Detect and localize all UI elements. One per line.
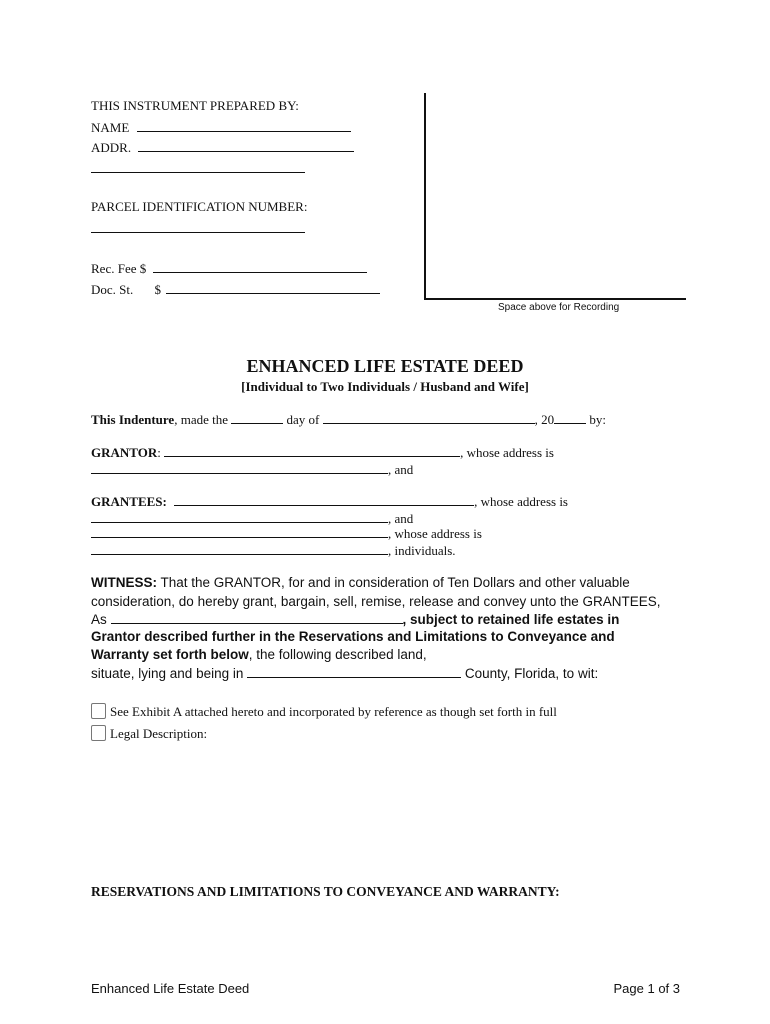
indenture-lead: This Indenture: [91, 412, 175, 427]
parcel-field[interactable]: [91, 220, 305, 233]
document-subtitle: [Individual to Two Individuals / Husband and Wife]: [241, 379, 529, 394]
grantees-line: [91, 493, 568, 510]
witness-line-3: [91, 611, 619, 627]
indenture-made-the: , made the: [174, 412, 229, 427]
name-field[interactable]: [137, 119, 351, 132]
exhibit-a-checkbox[interactable]: [91, 703, 106, 719]
grantor-label: GRANTOR: [91, 445, 158, 460]
grantor-and: , and: [388, 462, 414, 477]
rec-fee-label: Rec. Fee $: [91, 261, 147, 276]
addr-row-2: [91, 160, 305, 177]
doc-st-row: [91, 281, 380, 298]
doc-st-label: Doc. St.: [91, 282, 134, 297]
grantor-name-field[interactable]: [164, 444, 460, 457]
indenture-year-prefix: , 20: [534, 412, 555, 427]
indenture-line: [91, 411, 606, 428]
indenture-day-of: day of: [286, 412, 320, 427]
witness-situate: situate, lying and being in: [91, 666, 244, 681]
witness-as: As: [91, 612, 107, 627]
grantor-line: [91, 444, 554, 461]
doc-st-field[interactable]: [166, 281, 380, 294]
recording-box-left-border: [424, 93, 426, 300]
grantor-address-field[interactable]: [91, 461, 388, 474]
witness-line-1: [91, 575, 630, 590]
witness-county: County, Florida, to wit:: [464, 666, 599, 681]
witness-line-2: consideration, do hereby grant, bargain, sell, remise, release and convey unto the GRANTEES,: [91, 594, 661, 609]
recording-box-bottom-border: [424, 298, 686, 300]
footer-title: Enhanced Life Estate Deed: [91, 981, 250, 996]
grantor-address-line: [91, 461, 413, 478]
parcel-row: [91, 220, 305, 237]
exhibit-a-label: See Exhibit A attached hereto and incorporated by reference as though set forth in full: [110, 704, 557, 719]
name-label: NAME: [91, 120, 130, 135]
recording-note: Space above for Recording: [498, 302, 620, 313]
footer-page-number: Page 1 of 3: [613, 981, 680, 996]
rec-fee-field[interactable]: [153, 260, 367, 273]
witness-line-4: Grantor described further in the Reservations and Limitations to Conveyance and: [91, 629, 615, 644]
grantees-whose-address: , whose address is: [474, 494, 568, 509]
witness-text-1: That the GRANTOR, for and in consideration of Ten Dollars and other valuable: [160, 575, 630, 590]
indenture-by: by:: [589, 412, 606, 427]
addr-field[interactable]: [138, 139, 354, 152]
grantees-name2-line: [91, 525, 482, 542]
legal-description-checkbox[interactable]: [91, 725, 106, 741]
indenture-month-field[interactable]: [323, 411, 535, 424]
grantees-individuals: , individuals.: [388, 543, 456, 558]
grantees-label: GRANTEES:: [91, 494, 167, 509]
indenture-day-field[interactable]: [231, 411, 283, 424]
addr-field-2[interactable]: [91, 160, 305, 173]
indenture-year-field[interactable]: [554, 411, 586, 424]
rec-fee-row: [91, 260, 367, 277]
grantees-whose-address2: , whose address is: [388, 526, 482, 541]
witness-county-field[interactable]: [247, 665, 461, 678]
grantor-whose-address: , whose address is: [460, 445, 554, 460]
grantor-colon: :: [157, 445, 161, 460]
doc-st-dollar: $: [154, 282, 161, 297]
witness-line4-rest: , the following described land,: [248, 647, 427, 662]
witness-bold-3: Warranty set forth below: [91, 647, 249, 662]
witness-line-6: [91, 665, 598, 681]
grantees-address-field[interactable]: [91, 510, 388, 523]
prepared-by-label: THIS INSTRUMENT PREPARED BY:: [91, 98, 299, 113]
grantees-name2-field[interactable]: [91, 525, 388, 538]
reservations-heading: RESERVATIONS AND LIMITATIONS TO CONVEYANCE AND WARRANTY:: [91, 884, 560, 899]
addr-row: [91, 139, 354, 156]
addr-label: ADDR.: [91, 140, 132, 155]
witness-line-5: [91, 647, 427, 662]
name-row: [91, 119, 351, 136]
witness-bold-1: , subject to retained life estates in: [402, 612, 620, 627]
parcel-label: PARCEL IDENTIFICATION NUMBER:: [91, 199, 308, 214]
grantees-address2-field[interactable]: [91, 542, 388, 555]
grantees-address2-line: [91, 542, 456, 559]
document-title: ENHANCED LIFE ESTATE DEED: [246, 356, 524, 376]
grantees-and: , and: [388, 511, 414, 526]
witness-as-field[interactable]: [111, 611, 403, 624]
legal-description-label: Legal Description:: [110, 726, 208, 741]
witness-label: WITNESS:: [91, 575, 157, 590]
grantees-name-field[interactable]: [174, 493, 474, 506]
